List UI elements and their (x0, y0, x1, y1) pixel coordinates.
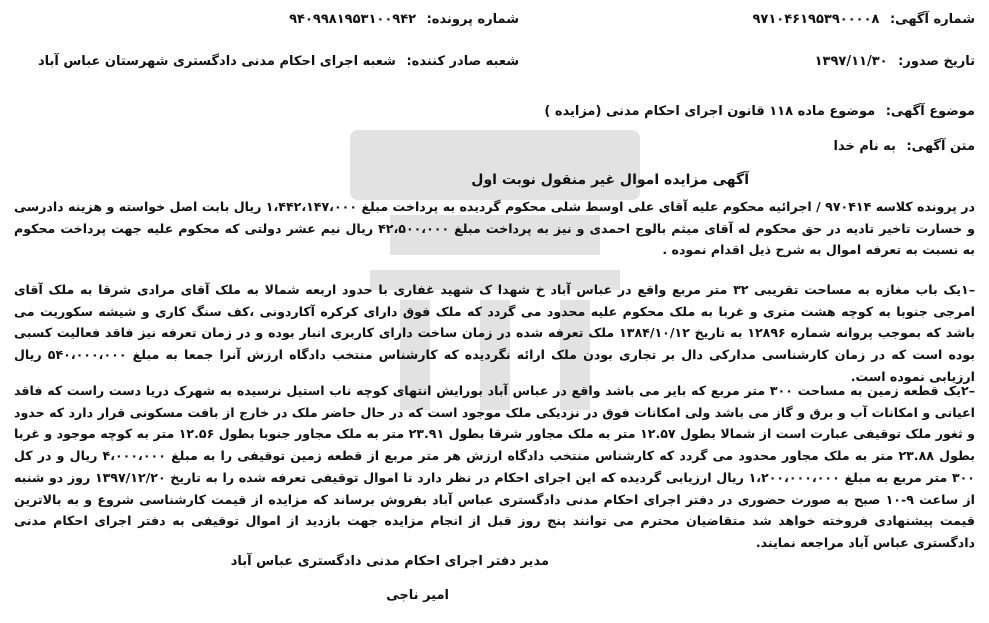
issue-date: ۱۳۹۷/۱۱/۳۰ (814, 54, 888, 69)
ad-number-label: شماره آگهی: (889, 12, 975, 27)
text-row (833, 139, 975, 154)
ad-number: ۹۷۱۰۴۶۱۹۵۳۹۰۰۰۰۸ (752, 12, 880, 27)
text-label: متن آگهی: (906, 139, 975, 154)
paragraph-property-shop: –۱یک باب مغازه به مساحت تقریبی ۳۲ متر مربع واقع در عباس آباد خ شهدا ک شهید غفاری با حدود اربعه شمالا به ملک آقای مرادی شرقا به ملک آقای امرجی جنوبا به کوچه هشت متری و غربا به ملک محکوم علیه محدود می گردد که ملک فوق دارای کرکره آکاردونی ،کف سنگ کاری و شیشه سکوریت می باشد که بموجب پروانه شماره ۱۲۸۹۶ به تاریخ ۱۳۸۴/۱۰/۱۲ ملک تعرفه شده در زمان ساخت دارای کاربری انبار بوده و در زمان تعرفه نیز فاقد فعالیت کسبی بوده است که در زمان کارشناسی مدارکی دال بر تجاری بودن ملک ارائه نگردیده که کارشناس منتخب دادگاه ارزش آنرا جمعا به مبلغ ۵۴۰،۰۰۰،۰۰۰ ریال ارزیابی نموده است. (14, 282, 975, 384)
issuer: شعبه اجرای احکام مدنی دادگستری شهرستان عباس آباد (37, 54, 396, 69)
text-intro: به نام خدا (833, 139, 896, 154)
subject-row (544, 104, 975, 119)
issuer-row (38, 54, 519, 69)
issuer-label: شعبه صادر کننده: (406, 54, 519, 69)
paragraph-property-land: –۲یک قطعه زمین به مساحت ۳۰۰ متر مربع که بایر می باشد واقع در عباس آباد بورایش انتهای کوچه ناب استیل نرسیده به شهرک دریا دست راست که فاقد اعیانی و امکانات آب و برق و گاز می باشد ولی امکانات فوق در نزدیکی ملک موجود است که در حال حاضر ملک در خارج از بافت مسکونی قرار دارد که حدود و ثغور ملک توقیفی عبارت است از شمالا بطول ۱۲.۵۷ متر به ملک مجاور شرقا بطول ۲۳.۹۱ متر به ملک مجاور جنوبا بطول ۱۲.۵۶ متر به کوچه موجود و غربا بطول ۲۳.۸۸ متر به ملک مجاور محدود می گردد که کارشناس منتخب دادگاه ارزش هر متر مربع از قطعه زمین توقیفی را به مبلغ ۴،۰۰۰،۰۰۰ ریال و در کل ۳۰۰ متر مربع به مبلغ ۱،۲۰۰،۰۰۰،۰۰۰ ریال ارزیابی گردیده که این اجرای احکام در نظر دارد تا اموال توقیفی تعرفه شده را به تاریخ ۱۳۹۷/۱۲/۲۰ روز دو شنبه از ساعت ۹-۱۰ صبح به صورت حضوری در دفتر اجرای احکام مدنی دادگستری عباس آباد بفروش برساند که مزایده از قیمت کارشناسی شروع و به بالاترین قیمت پیشنهادی فروخته خواهد شد متقاضیان محترم می توانند پنج روز قبل از انجام مزایده جهت بازدید از اموال توقیفی به دفتر اجرای احکام مدنی دادگستری عباس آباد مراجعه نمایند. (14, 383, 976, 550)
case-number: ۹۴۰۹۹۸۱۹۵۳۱۰۰۹۴۲ (289, 12, 417, 27)
signature-office: مدیر دفتر اجرای احکام مدنی دادگستری عباس آباد (230, 554, 549, 569)
signature-name: امیر ناجی (386, 588, 449, 603)
case-number-row (289, 12, 519, 27)
issue-date-label: تاریخ صدور: (898, 54, 975, 69)
issue-date-row (815, 54, 975, 69)
subject-label: موضوع آگهی: (885, 104, 975, 119)
subject: موضوع ماده ۱۱۸ قانون اجرای احکام مدنی (مزایده ) (544, 104, 876, 119)
case-number-label: شماره پرونده: (426, 12, 519, 27)
paragraph-case-details: در پرونده کلاسه ۹۷۰۴۱۴ / اجرائیه محکوم علیه آقای علی اوسط شلی محکوم گردیده به پرداخت مبلغ ۱،۴۴۲،۱۴۷،۰۰۰ ریال بابت اصل خواسته و هزینه دادرسی و خسارت تاخیر تادیه در حق محکوم له آقای میثم بالوج احمدی و نیز به پرداخت مبلغ ۴۲،۵۰۰،۰۰۰ ریال نیم عشر دولتی که محکوم علیه جهت پرداخت محکوم به نسبت به تعرفه اموال به شرح ذیل اقدام نموده . (14, 199, 976, 258)
notice-title: آگهی مزایده اموال غیر منقول نوبت اول (471, 172, 749, 188)
ad-number-row (753, 12, 976, 27)
